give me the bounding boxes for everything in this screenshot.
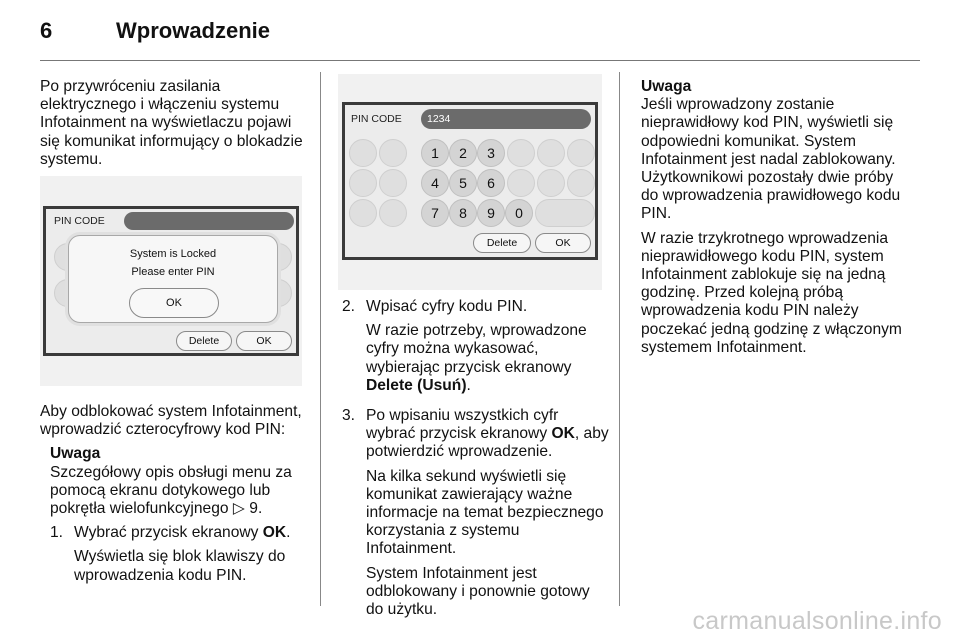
step-2: 2. Wpisać cyfry kodu PIN. W razie potrzeby, wprowadzone cyfry można wykasować, wybierając przycisk ekranowy Delete (Usuń).	[342, 298, 610, 401]
note-title: Uwaga	[641, 78, 692, 95]
keypad-key[interactable]: 6	[477, 169, 505, 197]
ok-button[interactable]: OK	[236, 331, 292, 351]
step-text: Wybrać przycisk ekranowy	[74, 524, 259, 542]
keypad-key-blank	[567, 169, 595, 197]
keypad-key-blank	[379, 169, 407, 197]
step-subtext: Wyświetla się blok klawiszy do wprowadzenia kodu PIN.	[74, 548, 286, 584]
intro-paragraph: Po przywróceniu zasilania elektrycznego i włączeniu systemu Infotainment na wyświetlaczu pojawi się komunikat informujący o blokadzie systemu.	[40, 78, 303, 168]
keypad-key-blank	[537, 169, 565, 197]
delete-button[interactable]: Delete	[176, 331, 232, 351]
keypad-key[interactable]: 3	[477, 139, 505, 167]
keypad-key[interactable]: 8	[449, 199, 477, 227]
step-number: 3.	[342, 407, 356, 425]
dialog-ok-button[interactable]: OK	[129, 288, 219, 318]
chapter-title: Wprowadzenie	[116, 18, 271, 43]
step-text: Po wpisaniu wszystkich cyfr wybrać przycisk ekranowy	[366, 407, 559, 443]
column-middle	[342, 298, 610, 631]
keypad-key-blank	[379, 139, 407, 167]
step-text: Wpisać cyfry kodu PIN.	[366, 298, 528, 315]
locked-screen-figure	[40, 176, 302, 386]
keypad-key[interactable]: 7	[421, 199, 449, 227]
pin-code-label: PIN CODE	[54, 215, 105, 227]
ok-button[interactable]: OK	[535, 233, 591, 253]
step-subtext: System Infotainment jest odblokowany i ponownie gotowy do użytku.	[366, 564, 590, 619]
keypad-key-blank-wide	[535, 199, 595, 227]
header-rule	[40, 60, 920, 61]
note-text: Jeśli wprowadzony zostanie nieprawidłowy kod PIN, wyświetli się odpowiedni komunikat. System Infotainment jest nadal zablokowany. Użytkownikowi pozostały dwie próby do wprowadzenia prawidłowego kodu PIN.	[641, 96, 901, 223]
keypad-key[interactable]: 9	[477, 199, 505, 227]
delete-button[interactable]: Delete	[473, 233, 531, 253]
keypad-key-blank	[537, 139, 565, 167]
unlock-paragraph: Aby odblokować system Infotainment, wprowadzić czterocyfrowy kod PIN:	[40, 403, 302, 439]
step-button-name: OK	[551, 425, 575, 443]
page-number: 6	[40, 18, 53, 43]
dialog-line-enter-pin: Please enter PIN	[131, 266, 215, 278]
keypad-key[interactable]: 1	[421, 139, 449, 167]
keypad-key-blank	[349, 139, 377, 167]
pin-entry-bar	[124, 212, 294, 230]
step-3	[342, 407, 610, 625]
keypad-key-blank	[567, 139, 595, 167]
keypad-screen-display	[342, 102, 598, 260]
system-locked-dialog	[68, 235, 278, 323]
column-divider-right	[619, 72, 620, 606]
note-block	[40, 445, 310, 518]
keypad-key-blank	[379, 199, 407, 227]
keypad-key[interactable]: 4	[421, 169, 449, 197]
pin-code-label: PIN CODE	[351, 113, 402, 125]
step-number: 2.	[342, 298, 356, 315]
keypad-screen-figure	[338, 74, 602, 290]
column-right	[641, 78, 913, 363]
column-left	[40, 78, 310, 175]
note-text: Szczegółowy opis obsługi menu za pomocą ekranu dotykowego lub pokrętła wielofunkcyjnego	[50, 463, 292, 518]
keypad-key-blank	[507, 139, 535, 167]
step-number: 1.	[50, 524, 64, 542]
dialog-line-locked: System is Locked	[129, 248, 217, 260]
lockout-paragraph: W razie trzykrotnego wprowadzenia nieprawidłowego kodu PIN, system Infotainment zablokuje się na jedną godzinę. Przed kolejną próbą wprowadzenia kodu PIN należy poczekać jedną godzinę z włączonym systemem Infotainment.	[641, 229, 902, 356]
page-reference-icon: ▷	[232, 500, 245, 518]
note-reference: 9.	[249, 500, 263, 518]
locked-screen-display	[43, 206, 299, 356]
keypad-key-blank	[349, 199, 377, 227]
column-left-lower	[40, 403, 310, 597]
keypad-key[interactable]: 2	[449, 139, 477, 167]
step-1: 1. Wybrać przycisk ekranowy OK. Wyświetla się blok klawiszy do wprowadzenia kodu PIN.	[40, 524, 310, 591]
step-button-name: OK	[262, 524, 287, 542]
step-text-end: , aby potwierdzić wprowadzenie.	[366, 425, 609, 461]
keypad-key[interactable]: 5	[449, 169, 477, 197]
step-subtext: W razie potrzeby, wprowadzone cyfry można wykasować, wybierając przycisk ekranowy	[366, 322, 587, 376]
note-title: Uwaga	[50, 445, 101, 463]
keypad-key[interactable]: 0	[505, 199, 533, 227]
step-button-name: Delete (Usuń)	[366, 376, 467, 394]
step-subtext: Na kilka sekund wyświetli się komunikat zawierający ważne informacje na temat bezpiecznego korzystania z systemu Infotainment.	[366, 467, 604, 558]
keypad-key-blank	[507, 169, 535, 197]
watermark: carmanualsonline.info	[692, 607, 942, 635]
keypad-key-blank	[349, 169, 377, 197]
column-divider-left	[320, 72, 321, 606]
pin-entry-bar: 1234	[421, 109, 591, 129]
